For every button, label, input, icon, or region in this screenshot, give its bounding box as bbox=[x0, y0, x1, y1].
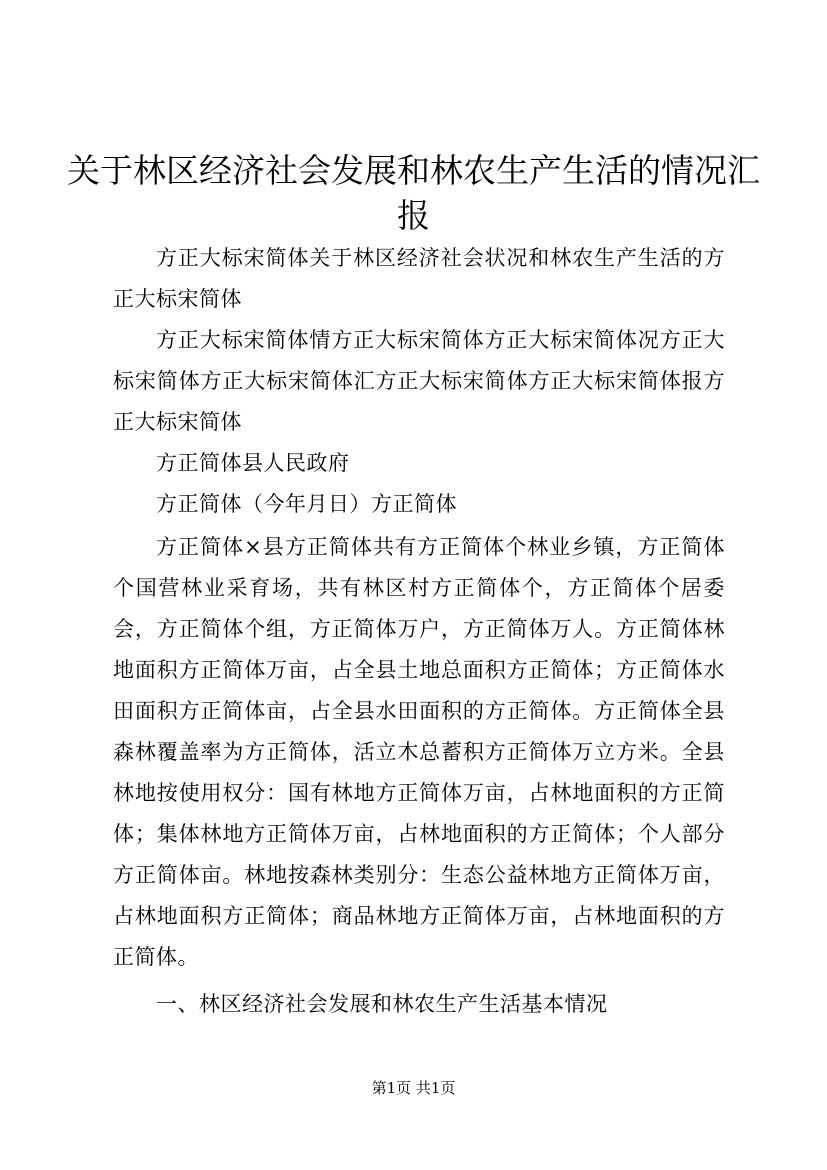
heading-paragraph: 方正大标宋简体情方正大标宋简体方正大标宋简体况方正大标宋简体方正大标宋简体汇方正大标宋简体方正大标宋简体报方正大标宋简体 bbox=[113, 328, 725, 434]
section-heading: 一、林区经济社会发展和林农生产生活基本情况 bbox=[156, 992, 608, 1016]
date-line: 方正简体（今年月日）方正简体 bbox=[156, 492, 457, 516]
issuer-line: 方正简体县人民政府 bbox=[156, 451, 350, 475]
document-title: 关于林区经济社会发展和林农生产生活的情况汇报 bbox=[67, 151, 760, 235]
page-footer: 第1页 共1页 bbox=[371, 1079, 456, 1097]
subtitle-paragraph: 方正大标宋简体关于林区经济社会状况和林农生产生活的方正大标宋简体 bbox=[113, 246, 725, 311]
body-paragraph: 方正简体×县方正简体共有方正简体个林业乡镇，方正简体个国营林业采育场，共有林区村方正简体个，方正简体个居委会，方正简体个组，方正简体万户，方正简体万人。方正简体林地面积方正简体万亩，占全县土地总面积方正简体；方正简体水田面积方正简体亩，占全县水田面积的方正简体。方正简体全县森林覆盖率为方正简体，活立木总蓄积方正简体万立方米。全县林地按使用权分：国有林地方正简体万亩，占林地面积的方正简体；集体林地方正简体万亩，占林地面积的方正简体；个人部分方正简体亩。林地按森林类别分：生态公益林地方正简体万亩，占林地面积方正简体；商品林地方正简体万亩，占林地面积的方正简体。 bbox=[113, 535, 725, 969]
